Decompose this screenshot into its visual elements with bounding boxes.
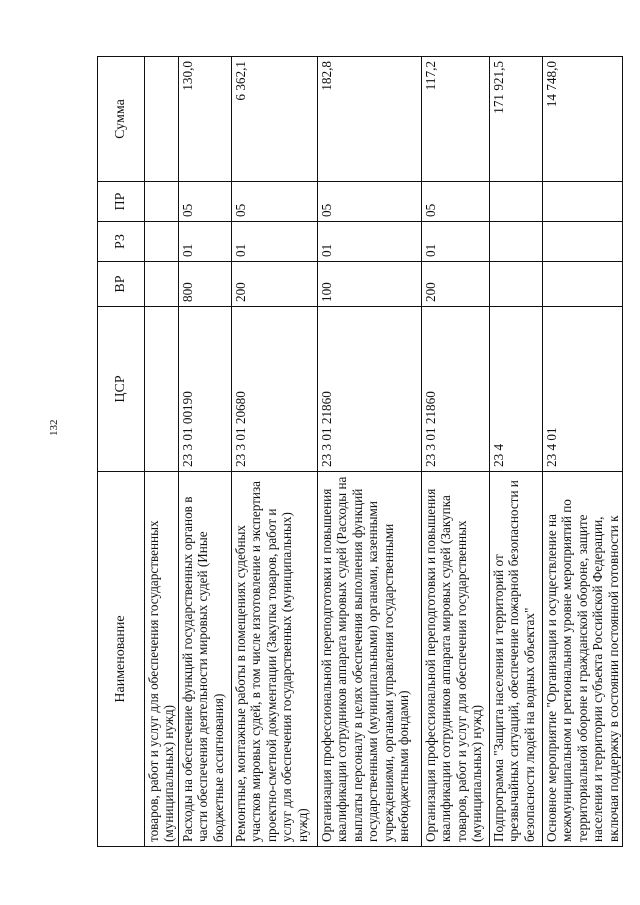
table-row [145,57,179,847]
row-vr [145,262,179,307]
row-pr [543,182,623,222]
row-csr: 23 4 [490,307,543,472]
header-rz: РЗ [98,222,145,262]
row-name: Подпрограмма "Защита населения и территорий от чрезвычайных ситуаций, обеспечение пожарной безопасности и безопасности людей на водных объектах" [490,472,543,847]
table-row [422,57,490,847]
header-vr: ВР [98,262,145,307]
row-name: Организация профессиональной переподготовки и повышения квалификации сотрудников аппарата мировых судей (Расходы на выплаты персоналу в целях обеспечения выполнения функций государственными (муниципальными) органами, казенными учреждениями, органами управления государственными внебюджетными фондами) [318,472,422,847]
row-pr: 05 [179,182,232,222]
page-number: 132 [48,419,60,436]
table-row [318,57,422,847]
table-row [179,57,232,847]
row-vr: 200 [422,262,490,307]
row-csr: 23 3 01 21860 [422,307,490,472]
row-csr: 23 3 01 20680 [232,307,318,472]
row-rz: 01 [422,222,490,262]
row-vr: 100 [318,262,422,307]
row-name: Основное мероприятие "Организация и осуществление на межмуниципальном и региональном уровне мероприятий по территориальной обороне и гражданской обороне, защите населения и территории субъекта Российской Федерации, включая поддержку в состоянии постоянной готовности к [543,472,623,847]
row-rz: 01 [318,222,422,262]
row-sum: 117,2 [422,57,490,182]
table-row [232,57,318,847]
row-sum: 182,8 [318,57,422,182]
row-rz: 01 [232,222,318,262]
table-row [490,57,543,847]
row-sum: 14 748,0 [543,57,623,182]
table-header-row [98,57,145,847]
row-pr: 05 [232,182,318,222]
budget-table [97,56,623,847]
row-csr: 23 4 01 [543,307,623,472]
row-name: Организация профессиональной переподготовки и повышения квалификации сотрудников аппарата мировых судей (Закупка товаров, работ и услуг для обеспечения государственных (муниципальных) нужд) [422,472,490,847]
row-sum: 171 921,5 [490,57,543,182]
row-rz: 01 [179,222,232,262]
row-rz [490,222,543,262]
header-name: Наименование [98,472,145,847]
row-name: Расходы на обеспечение функций государственных органов в части обеспечения деятельности мировых судей (Иные бюджетные ассигнования) [179,472,232,847]
row-vr: 200 [232,262,318,307]
row-csr: 23 3 01 00190 [179,307,232,472]
row-csr [145,307,179,472]
row-pr [490,182,543,222]
header-pr: ПР [98,182,145,222]
row-rz [543,222,623,262]
rotated-table-wrapper [97,57,621,847]
row-vr [490,262,543,307]
row-csr: 23 3 01 21860 [318,307,422,472]
header-csr: ЦСР [98,307,145,472]
row-sum: 130,0 [179,57,232,182]
table-row [543,57,623,847]
row-rz [145,222,179,262]
row-pr: 05 [318,182,422,222]
row-pr [145,182,179,222]
row-vr [543,262,623,307]
header-sum: Сумма [98,57,145,182]
row-sum: 6 362,1 [232,57,318,182]
row-name: товаров, работ и услуг для обеспечения государственных (муниципальных) нужд) [145,472,179,847]
row-pr: 05 [422,182,490,222]
row-sum [145,57,179,182]
row-vr: 800 [179,262,232,307]
row-name: Ремонтные, монтажные работы в помещениях судебных участков мировых судей, в том числе изготовление и экспертиза проектно-сметной документации (Закупка товаров, работ и услуг для обеспечения государственных (муниципальных) нужд) [232,472,318,847]
